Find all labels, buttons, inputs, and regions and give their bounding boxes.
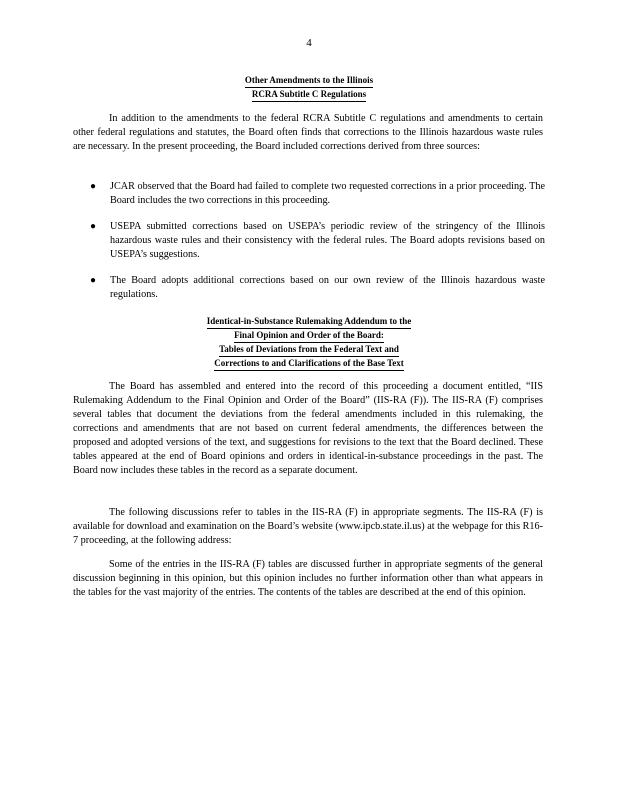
intro-paragraph (73, 112, 543, 154)
heading-line: Identical-in-Substance Rulemaking Addendum to the (207, 315, 412, 329)
page-number: 4 (306, 37, 312, 49)
bullet-icon: ● (90, 275, 97, 286)
bullet-item (90, 180, 545, 208)
body-paragraph (73, 380, 543, 478)
heading-line: Tables of Deviations from the Federal Text and (219, 343, 399, 357)
paragraph-text: The following discussions refer to tables in the IIS-RA (F) in appropriate segments. The IIS-RA (F) is available for download and examination on the Board’s website (www.ipcb.state.il.us) at the webpage for this R16-7 proceeding, at the following address: (73, 507, 543, 546)
bullet-text: USEPA submitted corrections based on USEPA’s periodic review of the stringency of the Illinois hazardous waste rules and their consistency with the federal rules. The Board adopts revisions based on USEPA’s suggestions. (110, 221, 545, 260)
bullet-text: JCAR observed that the Board had failed to complete two requested corrections in a prior proceeding. The Board includes the two corrections in this proceeding. (110, 181, 545, 206)
heading-line: Final Opinion and Order of the Board: (234, 329, 384, 343)
paragraph-text: Some of the entries in the IIS-RA (F) tables are discussed further in appropriate segments of the general discussion beginning in this opinion, but this opinion includes no further information other than what appears in the tables for the vast majority of the entries. The contents of the tables are described at the end of this opinion. (73, 559, 543, 598)
bullet-item (90, 274, 545, 302)
bullet-icon: ● (90, 181, 97, 192)
heading-line: Other Amendments to the Illinois (245, 74, 373, 88)
bullet-list (90, 274, 545, 302)
heading-line: Corrections to and Clarifications of the Base Text (214, 357, 404, 371)
section-heading-other-amendments (0, 74, 618, 102)
body-paragraph (73, 558, 543, 600)
bullet-list (90, 180, 545, 208)
bullet-list (90, 220, 545, 262)
bullet-icon: ● (90, 221, 97, 232)
paragraph-text: In addition to the amendments to the federal RCRA Subtitle C regulations and amendments to certain other federal regulations and statutes, the Board often finds that corrections to the Illinois hazardous waste rules are necessary. In the present proceeding, the Board included corrections derived from three sources: (73, 113, 543, 152)
bullet-text: The Board adopts additional corrections based on our own review of the Illinois hazardous waste regulations. (110, 275, 545, 300)
bullet-item (90, 220, 545, 262)
paragraph-text: The Board has assembled and entered into the record of this proceeding a document entitled, “IIS Rulemaking Addendum to the Final Opinion and Order of the Board” (IIS-RA (F)). The IIS-RA (F) comprises several tables that document the deviations from the federal amendments included in this rulemaking, the corrections and amendments that are not based on current federal amendments, the differences between the proposed and adopted versions of the text, and suggestions for revisions to the text that the Board declined. These tables appeared at the end of Board opinions and orders in identical-in-substance proceedings in the past. The Board now includes these tables in the record as a separate document. (73, 381, 543, 476)
body-paragraph (73, 506, 543, 548)
heading-line: RCRA Subtitle C Regulations (252, 88, 366, 102)
section-heading-iis-addendum (0, 315, 618, 371)
